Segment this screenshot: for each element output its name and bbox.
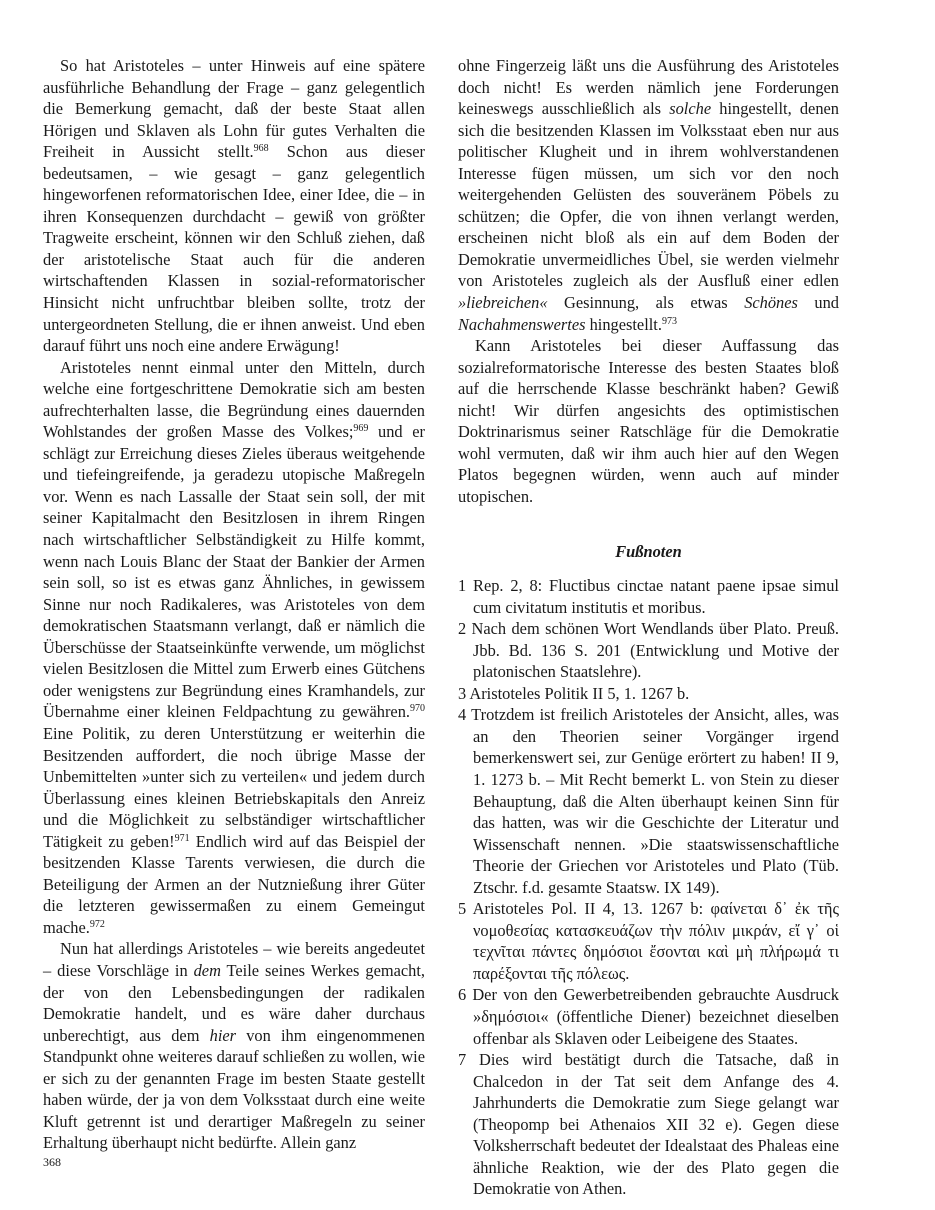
body-paragraph: Aristoteles nennt einmal unter den Mitteln, durch welche eine fortgeschrittene Demokratie sich am besten aufrechterhalten lasse, die Begründung eines dauernden Wohlstandes der großen Masse des Volkes;$^{969}$ und er schlägt zur Erreichung dieses Zieles überaus weitgehende und tiefeingreifende, ja geradezu utopische Maßregeln vor. Wenn es nach Lassalle der Staat sein soll, der mit seiner Kapitalmacht den Besitzlosen in ihrem Ringen nach wirtschaftlicher Selbständigkeit zu Hilfe kommt, wenn nach Louis Blanc der Staat der Bankier der Armen sein soll, so ist es etwas ganz Ähnliches, in gewissem Sinne nur noch Radikaleres, was Aristoteles von dem demokratischen Staatsmann verlangt, daß er nämlich die Überschüsse der Staatseinkünfte verwende, um möglichst vielen Besitzlosen die Mittel zum Erwerb eines Gütchens oder wenigstens zur Begründung eines Kramhandels, zur Übernahme einer kleinen Feldpachtung zu gewähren.$^{970}$ Eine Politik, zu deren Unterstützung er weiterhin die Besitzenden auffordert, die noch übrige Masse der Unbemittelten »unter sich zu verteilen« und jedem durch Überlassung eines kleinen Betriebskapitals den Anreiz und die Möglichkeit zu selbständiger wirtschaftlicher Tätigkeit zu geben!$^{971}$ Endlich wird auf das Beispiel der besitzenden Klasse Tarents verwiesen, die durch die Beteiligung der Armen an der Nutznießung ihrer Güter die letzteren gewissermaßen zu einem Gemeingut mache.$^{972}$ [43, 357, 426, 937]
footnote-reference[interactable]: 972 [89, 918, 105, 930]
right-column [458, 55, 839, 1200]
footnote-item: 3 Aristoteles Politik II 5, 1. 1267 b. [458, 683, 690, 703]
footnote-item: 1 Rep. 2, 8: Fluctibus cinctae natant paene ipsae simul cum civitatum institutis et moribus. [458, 576, 839, 617]
footnotes-heading: Fußnoten [615, 542, 682, 562]
left-column [43, 55, 425, 1154]
footnote-item: 5 Aristoteles Pol. II 4, 13. 1267 b: φαίνεται δ᾽ ἐκ τῆς νομοθεσίας κατασκευάζων τὴν πόλιν μικράν, εἴ γ᾽ οἱ τεχνῖται πάντες δημόσιοι ἔσονται καὶ μὴ πλήρωμά τι παρέξονται τῆς πόλεως. [458, 899, 839, 983]
footnote-reference[interactable]: 969 [353, 423, 369, 435]
footnote-reference[interactable]: 968 [253, 143, 269, 155]
body-paragraph: Nun hat allerdings Aristoteles – wie bereits angedeutet – diese Vorschläge in dem Teile seines Werkes gemacht, der von den Lebensbedingungen der radikalen Demokratie handelt, und es wäre daher durchaus unberechtigt, aus dem hier von ihm eingenommenen Standpunkt ohne weiteres darauf schließen zu wollen, wie er sich zu der genannten Frage im besten Staate gestellt haben würde, der ja von dem Volksstaat durch eine weite Kluft getrennt ist und derartiger Maßregeln zu seiner Erhaltung überhaupt nicht bedürfte. Allein ganz [43, 939, 425, 1153]
footnote-reference[interactable]: 971 [174, 832, 190, 844]
footnotes-list [458, 575, 839, 1200]
footnote-reference[interactable]: 970 [410, 703, 425, 715]
body-paragraph: ohne Fingerzeig läßt uns die Ausführung des Aristoteles doch nicht! Es werden nämlich jene Forderungen keineswegs ausschließlich als solche hingestellt, denen sich die besitzenden Klassen im Volksstaat eben nur aus politischer Klugheit und in ihrem wohlverstandenen Interesse fügen müssen, um sich vor den noch weitergehenden Gelüsten des souveränem Pöbels zu schützen; die Opfer, die von ihnen verlangt werden, erscheinen nicht bloß als ein auf dem Boden der Demokratie unvermeidliches Übel, sie werden vielmehr von Aristoteles zugleich als der Ausfluß einer edlen »liebreichen« Gesinnung, als etwas Schönes und Nachahmenswertes hingestellt.$^{973}$ [458, 56, 839, 334]
body-paragraph: Kann Aristoteles bei dieser Auffassung das sozialreformatorische Interesse des besten Staates bloß auf die herrschende Klasse beschränkt haben? Gewiß nicht! Wir dürfen angesichts des optimistischen Doktrinarismus seiner Ratschläge für die Demokratie wohl vermuten, daß wir ihm auch hier auf den Wegen Platos begegnen würden, wenn auch auf minder utopischen. [458, 336, 839, 506]
body-paragraph: So hat Aristoteles – unter Hinweis auf eine spätere ausführliche Behandlung der Frage – ganz gelegentlich die Bemerkung gemacht, daß der beste Staat allen Hörigen und Sklaven als Lohn für gutes Verhalten die Freiheit in Aussicht stellt.$^{968}$ Schon aus dieser bedeutsamen, – wie gesagt – ganz gelegentlich hingeworfenen reformatorischen Idee, einer Idee, die – in ihren Konsequenzen durchdacht – gewiß von größter Tragweite erscheint, können wir den Schluß ziehen, daß der aristotelische Staat auch für die anderen wirtschaftenden Klassen in sozial-reformatorischer Hinsicht nicht unfruchtbar bleiben sollte, trotz der untergeordneten Stellung, die er ihnen anweist. Und eben darauf führt uns noch eine andere Erwägung! [43, 56, 425, 356]
footnote-reference[interactable]: 973 [661, 315, 677, 327]
footnote-item: 4 Trotzdem ist freilich Aristoteles der Ansicht, alles, was an den Theorien seiner Vorgänger irgend bemerkenswert sei, zur Genüge erörtert zu haben! II 9, 1. 1273 b. – Mit Recht bemerkt L. von Stein zu dieser Behauptung, daß die Alten überhaupt keinen Sinn für das hatten, was wir die Geschichte der Literatur und Wissenschaft nennen. »Die staatswissenschaftliche Theorie der Griechen vor Aristoteles und Plato (Tüb. Ztschr. f.d. gesamte Staatsw. IX 149). [458, 705, 839, 897]
footnote-item: 6 Der von den Gewerbetreibenden gebrauchte Ausdruck »δημόσιοι« (öffentliche Diener) bezeichnet dieselben offenbar als Sklaven oder Leibeigene des Staates. [458, 985, 839, 1048]
footnote-item: 2 Nach dem schönen Wort Wendlands über Plato. Preuß. Jbb. Bd. 136 S. 201 (Entwicklung und Motive der platonischen Staatslehre). [458, 619, 839, 682]
footnote-item: 7 Dies wird bestätigt durch die Tatsache, daß in Chalcedon in der Tat seit dem Anfange des 4. Jahrhunderts die Demokratie zum Siege gelangt war (Theopomp bei Athenaios XII 32 e). Gegen diese Volksherrschaft bedeutet der Idealstaat des Phaleas eine ähnliche Reaktion, wie der des Plato gegen die Demokratie von Athen. [458, 1050, 839, 1199]
page-number: 368 [43, 1155, 61, 1169]
